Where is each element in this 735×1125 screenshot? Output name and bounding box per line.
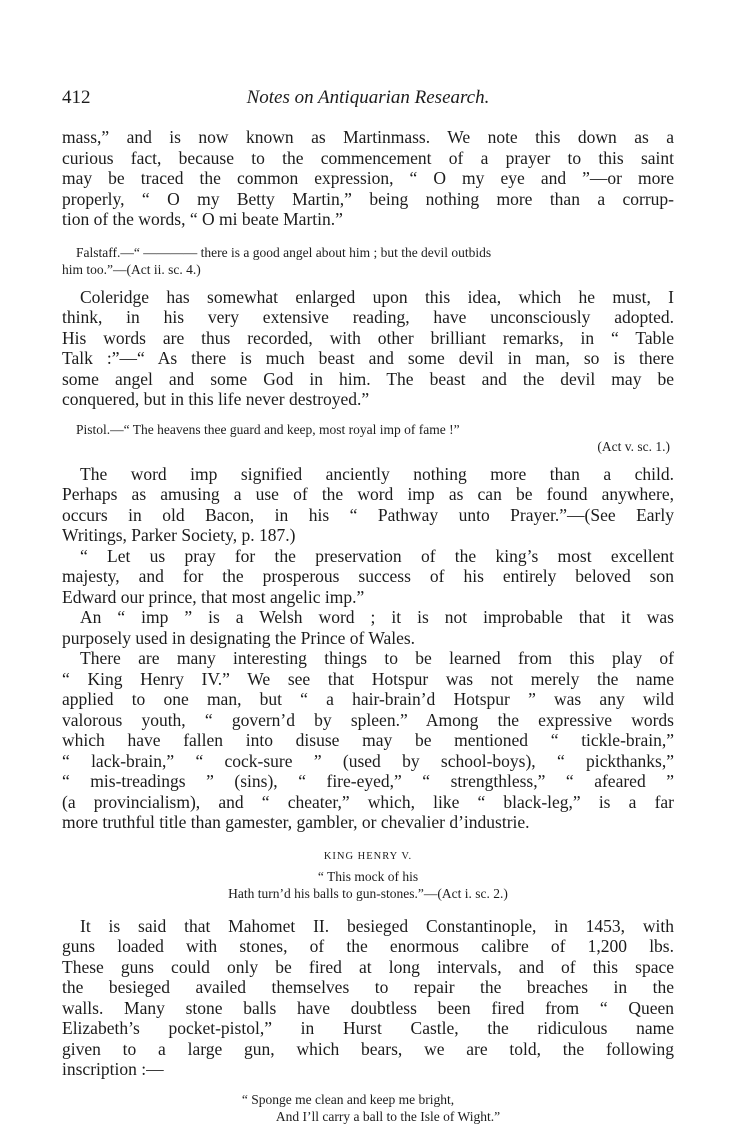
text-line: majesty, and for the prosperous success of his entirely beloved son [62,566,674,586]
text-line: “ mis-treadings ” (sins), “ fire-eyed,” “ strengthless,” “ afeared ” [62,771,674,791]
paragraph-bacon-prayer [62,546,674,608]
text-line: Talk :”—“ As there is much beast and some devil in man, so is there [62,348,674,368]
quote-line: “ This mock of his [317,868,419,884]
running-header [62,87,674,111]
text-line: may be traced the common expression, “ O my eye and ”—or more [62,168,674,188]
text-line: applied to one man, but “ a hair-brain’d Hotspur ” was any wild [62,689,674,709]
text-line: “ lack-brain,” “ cock-sure ” (used by school-boys), “ pickthanks,” [62,750,674,771]
text-line: Perhaps as amusing a use of the word imp as can be found anywhere, [62,484,674,504]
text-line: These guns could only be fired at long intervals, and of this space [62,956,674,977]
quotation-pistol [62,421,674,455]
text-line: walls. Many stone balls have doubtless been fired from “ Queen [62,997,674,1018]
text-line: tion of the words, “ O mi beate Martin.” [62,209,343,229]
page-number: 412 [62,87,91,108]
quote-line: him too.”—(Act ii. sc. 4.) [62,261,201,277]
text-line: The word imp signified anciently nothing more than a child. [80,463,674,484]
text-line: properly, “ O my Betty Martin,” being nothing more than a corrup- [62,188,674,209]
text-line: the besieged availed themselves to repair the breaches in the [62,977,674,997]
page-body [62,127,674,1125]
text-line: (a provincialism), and “ cheater,” which, like “ black-leg,” is a far [62,791,674,812]
text-line: given to a large gun, which bears, we are told, the following [62,1038,674,1059]
text-line: think, in his very extensive reading, have unconsciously adopted. [62,307,674,327]
section-heading: KING HENRY V. [323,850,413,862]
text-line: Elizabeth’s pocket-pistol,” in Hurst Castle, the ridiculous name [62,1018,674,1038]
text-line: curious fact, because to the commencement of a prayer to this saint [62,147,674,168]
paragraph-henry-iv [62,648,674,833]
paragraph-coleridge [62,287,674,410]
text-line: Coleridge has somewhat enlarged upon this idea, which he must, I [80,286,674,307]
paragraph-martinmass [62,127,674,230]
quotation-gun-stones [62,868,674,902]
text-line: guns loaded with stones, of the enormous calibre of 1,200 lbs. [62,936,674,956]
text-line: “ King Henry IV.” We see that Hotspur was not merely the name [62,668,674,689]
inscription-verse [62,1091,674,1125]
paragraph-imp [62,464,674,546]
text-line: inscription :— [62,1059,164,1079]
verse-line: And I’ll carry a ball to the Isle of Wight.” [275,1108,501,1124]
text-line: Writings, Parker Society, p. 187.) [62,525,296,545]
paragraph-mahomet [62,916,674,1080]
running-title: Notes on Antiquarian Research. [246,87,490,108]
text-line: purposely used in designating the Prince of Wales. [62,627,416,648]
text-line: mass,” and is now known as Martinmass. We note this down as a [62,127,674,147]
text-line: conquered, but in this life never destroyed.” [62,389,370,409]
text-line: Edward our prince, that most angelic imp.” [62,586,365,607]
text-line: valorous youth, “ govern’d by spleen.” Among the expressive words [62,709,674,730]
text-line: which have fallen into disuse may be mentioned “ tickle-brain,” [62,730,674,750]
verse-line: “ Sponge me clean and keep me bright, [241,1091,455,1107]
text-line: His words are thus recorded, with other brilliant remarks, in “ Table [62,327,674,348]
text-line: more truthful title than gamester, gambler, or chevalier d’industrie. [62,812,530,832]
text-line: There are many interesting things to be learned from this play of [80,648,674,668]
quotation-falstaff [62,244,674,278]
text-line: some angel and some God in him. The beast and the devil may be [62,368,674,389]
text-line: “ Let us pray for the preservation of the king’s most excellent [80,545,674,566]
quote-line: Hath turn’d his balls to gun-stones.”—(Act i. sc. 2.) [228,885,508,901]
quote-line: Falstaff.—“ ———— there is a good angel about him ; but the devil outbids [76,244,492,260]
paragraph-welsh-word [62,607,674,648]
text-line: occurs in old Bacon, in his “ Pathway unto Prayer.”—(See Early [62,504,674,525]
text-line: It is said that Mahomet II. besieged Constantinople, in 1453, with [80,915,674,936]
quote-reference: (Act v. sc. 1.) [597,438,670,454]
text-line: An “ imp ” is a Welsh word ; it is not improbable that it was [80,607,674,627]
quote-line: Pistol.—“ The heavens thee guard and keep, most royal imp of fame !” [76,421,460,437]
